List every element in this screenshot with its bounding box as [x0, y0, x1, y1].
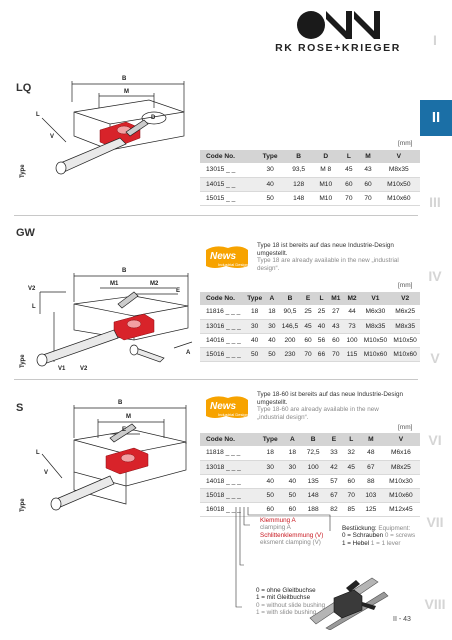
table-cell: 30	[257, 460, 284, 474]
dim-e: E	[122, 427, 127, 433]
tab-VIII[interactable]: VIII	[424, 596, 446, 612]
dim-m2: M2	[150, 281, 159, 287]
table-cell: 60	[358, 177, 377, 191]
table-cell: 135	[301, 474, 325, 488]
table-cell: 43	[328, 319, 343, 333]
table-cell: M8x25	[382, 460, 420, 474]
column-header: M	[358, 150, 377, 163]
table-cell: 88	[360, 474, 382, 488]
clamp-en-2: eksment clamping (V)	[260, 539, 321, 547]
clamp-en-1: clamping A	[260, 524, 291, 532]
table-cell: M10x30	[382, 474, 420, 488]
column-header: Type	[244, 292, 265, 305]
code-number-cell: 13016 _ _ _	[200, 319, 244, 333]
gw-clamp-drawing	[14, 262, 200, 376]
column-header: A	[265, 292, 278, 305]
table-cell: 148	[301, 488, 325, 502]
table-row	[200, 177, 420, 191]
column-header: V2	[390, 292, 420, 305]
s-spec-table	[200, 433, 420, 517]
dim-type: Type	[20, 498, 26, 512]
table-cell: 103	[360, 488, 382, 502]
table-cell: 100	[301, 460, 325, 474]
logo-mark	[296, 10, 380, 40]
news-subtitle: Industrial Design	[218, 262, 248, 267]
code-number-cell: 15015 _ _	[200, 191, 255, 205]
tab-I[interactable]: I	[433, 32, 437, 48]
dim-m: M	[124, 89, 129, 95]
equip-0-de: 0 = Schrauben	[342, 532, 384, 540]
table-cell: 50	[255, 191, 285, 205]
table-cell: 45	[343, 460, 360, 474]
s-clamp-drawing	[14, 394, 200, 524]
column-header: Code No.	[200, 292, 244, 305]
table-cell: 115	[343, 347, 360, 361]
table-cell: 70	[339, 191, 358, 205]
table-cell: 60	[284, 502, 301, 516]
table-cell: 40	[257, 474, 284, 488]
lq-clamp-drawing	[14, 72, 200, 184]
section-label-s: S	[16, 402, 24, 414]
column-header: E	[301, 292, 314, 305]
dim-v2b: V2	[80, 366, 88, 372]
table-cell: 40	[244, 333, 265, 347]
column-header: L	[315, 292, 328, 305]
table-cell: 188	[301, 502, 325, 516]
table-cell: 200	[279, 333, 302, 347]
table-cell: 30	[284, 460, 301, 474]
table-cell: 27	[328, 305, 343, 319]
table-cell: 67	[360, 460, 382, 474]
dim-type: Type	[20, 354, 26, 368]
table-cell: 82	[325, 502, 342, 516]
dim-l: L	[32, 304, 36, 310]
lq-spec-table	[200, 150, 420, 206]
table-cell: 125	[360, 502, 382, 516]
section-label-gw: GW	[16, 227, 35, 239]
tab-III[interactable]: III	[429, 194, 441, 210]
brand-name: RK ROSE+KRIEGER	[275, 42, 401, 54]
table-cell: 45	[339, 163, 358, 177]
tab-VI[interactable]: VI	[428, 432, 442, 448]
table-cell: 146,5	[279, 319, 302, 333]
column-header: Type	[257, 433, 284, 446]
column-header: M2	[343, 292, 360, 305]
dim-b: B	[122, 76, 127, 82]
table-cell: 70	[301, 347, 314, 361]
table-cell: 230	[279, 347, 302, 361]
column-header: Code No.	[200, 433, 257, 446]
equip-en: Equipment:	[378, 525, 411, 532]
bush-0-en: 0 = without slide bushing	[256, 601, 326, 609]
dim-b: B	[118, 400, 123, 406]
news-title: News	[210, 401, 237, 412]
linear-unit-photo	[306, 566, 390, 630]
table-cell: 30	[255, 163, 285, 177]
table-cell: M8x35	[390, 319, 420, 333]
table-cell: M10x60	[378, 191, 420, 205]
table-cell: M10x60	[390, 347, 420, 361]
table-cell: 18	[284, 446, 301, 460]
table-row	[200, 488, 420, 502]
table-cell: 43	[358, 163, 377, 177]
table-cell: M10x50	[390, 333, 420, 347]
table-cell: 148	[285, 191, 312, 205]
code-number-cell: 13018 _ _ _	[200, 460, 257, 474]
table-cell: 40	[255, 177, 285, 191]
table-row	[200, 474, 420, 488]
chapter-tabs	[420, 0, 452, 640]
table-row	[200, 305, 420, 319]
column-header: B	[301, 433, 325, 446]
column-header: Type	[255, 150, 285, 163]
table-header-row	[200, 292, 420, 305]
s-note-de: Type 18-60 ist bereits auf das neue Industrie-Design umgestellt.	[257, 391, 403, 406]
table-cell: 128	[285, 177, 312, 191]
bush-0-de: 0 = ohne Gleitbuchse	[256, 587, 316, 594]
column-header: Code No.	[200, 150, 255, 163]
column-header: L	[339, 150, 358, 163]
table-cell: 90,5	[279, 305, 302, 319]
table-row	[200, 191, 420, 205]
table-cell: M8x35	[378, 163, 420, 177]
dim-d: D	[151, 115, 156, 121]
table-cell: M10x50	[378, 177, 420, 191]
table-cell: 25	[315, 305, 328, 319]
table-cell: 18	[257, 446, 284, 460]
code-number-cell: 16018 _ _ _	[200, 502, 257, 516]
table-cell: 50	[265, 347, 278, 361]
table-row	[200, 460, 420, 474]
clamping-legend	[260, 517, 334, 547]
table-cell: 30	[244, 319, 265, 333]
table-cell: 40	[265, 333, 278, 347]
s-unit: [mm]	[398, 424, 413, 431]
dim-b: B	[122, 268, 127, 274]
table-cell: M6x30	[361, 305, 391, 319]
table-cell: M8x35	[361, 319, 391, 333]
table-cell: 45	[301, 319, 314, 333]
table-row	[200, 347, 420, 361]
gw-spec-table	[200, 292, 420, 362]
section-divider	[14, 215, 418, 216]
table-cell: 60	[339, 177, 358, 191]
column-header: M	[360, 433, 382, 446]
gw-note	[257, 242, 407, 272]
table-cell: M12x45	[382, 502, 420, 516]
column-header: E	[325, 433, 342, 446]
code-number-cell: 14015 _ _	[200, 177, 255, 191]
dim-v2: V2	[28, 286, 36, 292]
table-cell: 30	[265, 319, 278, 333]
column-header: L	[343, 433, 360, 446]
gw-unit: [mm]	[398, 282, 413, 289]
table-cell: 66	[315, 347, 328, 361]
table-cell: 72,5	[301, 446, 325, 460]
clamp-de-1: Klemmung A	[260, 517, 296, 524]
column-header: V	[378, 150, 420, 163]
column-header: B	[279, 292, 302, 305]
table-cell: 48	[360, 446, 382, 460]
table-cell: 33	[325, 446, 342, 460]
gw-note-de: Type 18 ist bereits auf das neue Industrie-Design umgestellt.	[257, 242, 394, 257]
table-cell: 73	[343, 319, 360, 333]
column-header: D	[312, 150, 339, 163]
table-cell: 44	[343, 305, 360, 319]
table-cell: 18	[265, 305, 278, 319]
equip-de: Bestückung:	[342, 525, 377, 532]
column-header: V	[382, 433, 420, 446]
table-cell: M 8	[312, 163, 339, 177]
code-number-cell: 14016 _ _ _	[200, 333, 244, 347]
s-note-en: Type 18-60 are already available in the new „industrial design“.	[257, 406, 379, 421]
table-cell: 25	[301, 305, 314, 319]
table-cell: M10x60	[361, 347, 391, 361]
news-badge	[204, 394, 250, 420]
section-divider	[14, 379, 418, 380]
table-cell: M6x16	[382, 446, 420, 460]
table-cell: 40	[284, 474, 301, 488]
table-cell: 56	[315, 333, 328, 347]
gw-note-en: Type 18 are already available in the new „industrial design“.	[257, 257, 399, 272]
table-row	[200, 333, 420, 347]
table-cell: 70	[343, 488, 360, 502]
page-number: II - 43	[393, 616, 411, 623]
section-label-lq: LQ	[16, 82, 32, 94]
table-header-row	[200, 433, 420, 446]
column-header: B	[285, 150, 312, 163]
dim-e: E	[176, 288, 181, 294]
table-cell: 18	[244, 305, 265, 319]
code-number-cell: 15018 _ _ _	[200, 488, 257, 502]
table-cell: M6x25	[390, 305, 420, 319]
table-cell: 57	[325, 474, 342, 488]
s-note	[257, 391, 407, 421]
table-cell: 70	[358, 191, 377, 205]
code-number-cell: 15016 _ _ _	[200, 347, 244, 361]
tab-V[interactable]: V	[430, 350, 440, 366]
table-cell: 60	[301, 333, 314, 347]
equip-1-en: 1 = 1 lever	[370, 539, 401, 547]
dim-v: V	[44, 470, 49, 476]
table-header-row	[200, 150, 420, 163]
table-cell: 60	[343, 474, 360, 488]
table-cell: 85	[343, 502, 360, 516]
dim-v1: V1	[58, 366, 66, 372]
table-cell: 100	[343, 333, 360, 347]
dim-a: A	[186, 350, 191, 356]
dim-l: L	[36, 450, 40, 456]
table-cell: M10x60	[382, 488, 420, 502]
table-cell: 93,5	[285, 163, 312, 177]
table-cell: M10x50	[361, 333, 391, 347]
dim-m: M	[126, 414, 131, 420]
bush-1-de: 1 = mit Gleitbuchse	[256, 594, 311, 602]
table-cell: 67	[325, 488, 342, 502]
table-cell: 50	[244, 347, 265, 361]
equip-1-de: 1 = Hebel	[342, 539, 370, 547]
tab-IV[interactable]: IV	[428, 268, 442, 284]
table-row	[200, 446, 420, 460]
rk-rose-krieger-logo	[268, 10, 408, 52]
column-header: V1	[361, 292, 391, 305]
table-row	[200, 163, 420, 177]
dim-type: Type	[20, 164, 26, 178]
table-cell: 60	[328, 333, 343, 347]
bush-1-en: 1 = with slide bushing	[256, 609, 317, 617]
dim-l: L	[36, 112, 40, 118]
code-number-cell: 11818 _ _ _	[200, 446, 257, 460]
table-cell: 40	[315, 319, 328, 333]
equip-0-en: 0 = screws	[384, 532, 416, 540]
table-cell: 50	[257, 488, 284, 502]
dim-v: V	[50, 134, 55, 140]
code-number-cell: 11816 _ _ _	[200, 305, 244, 319]
table-cell: 50	[284, 488, 301, 502]
column-header: M1	[328, 292, 343, 305]
table-cell: M10	[312, 177, 339, 191]
lq-unit: [mm]	[398, 140, 413, 147]
news-title: News	[210, 251, 237, 262]
dim-m1: M1	[110, 281, 119, 287]
column-header: A	[284, 433, 301, 446]
equipment-legend	[342, 525, 422, 547]
news-subtitle: Industrial Design	[218, 412, 248, 417]
table-cell: 60	[257, 502, 284, 516]
table-cell: 70	[328, 347, 343, 361]
table-cell: 32	[343, 446, 360, 460]
tab-VII[interactable]: VII	[426, 514, 444, 530]
news-badge	[204, 244, 250, 270]
table-cell: 42	[325, 460, 342, 474]
tab-II[interactable]: II	[420, 100, 452, 136]
clamp-de-2: Schlittenklemmung (V)	[260, 531, 324, 539]
code-number-cell: 13015 _ _	[200, 163, 255, 177]
table-row	[200, 319, 420, 333]
table-cell: M10	[312, 191, 339, 205]
code-number-cell: 14018 _ _ _	[200, 474, 257, 488]
